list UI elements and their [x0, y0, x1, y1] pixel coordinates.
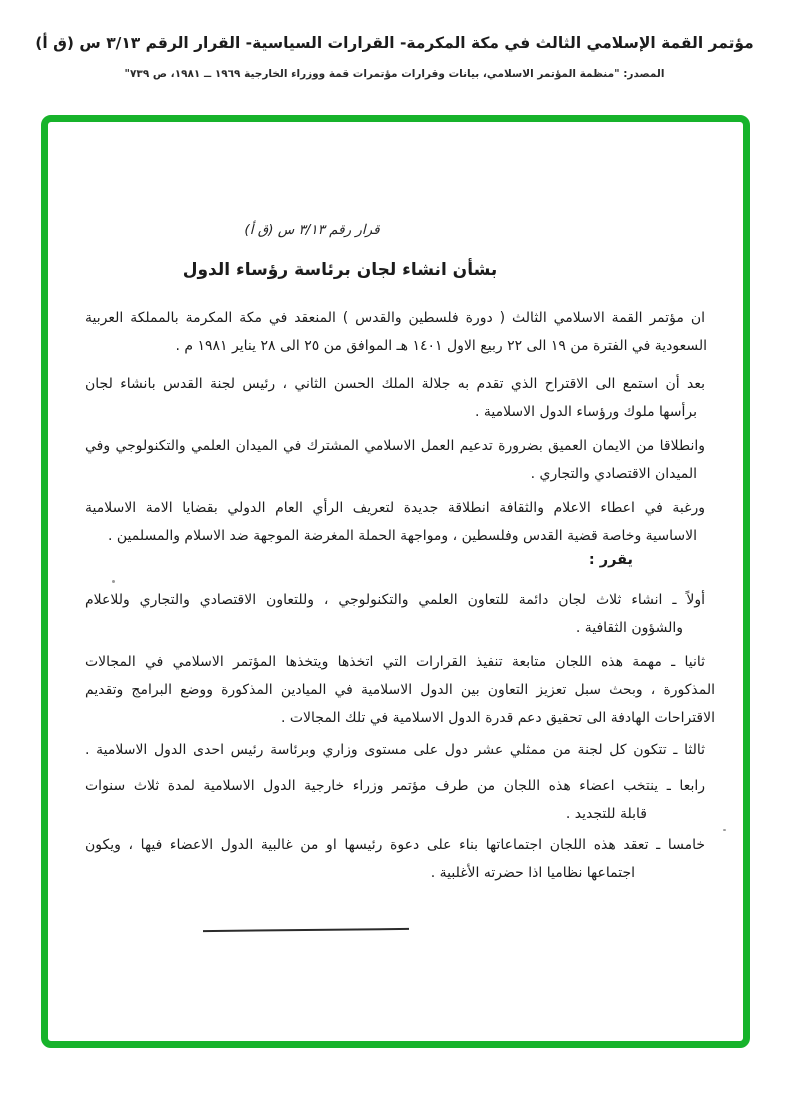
- paragraph-line: والشؤون الثقافية .: [575, 620, 683, 636]
- decree-number-line: قرار رقم ٣/١٣ س (ق أ): [244, 222, 380, 238]
- paragraph-line: اجتماعها نظاميا اذا حضرته الأغلبية .: [430, 865, 635, 881]
- paragraph-line: ان مؤتمر القمة الاسلامي الثالث ( دورة فلسطين والقدس ) المنعقد في مكة المكرمة بالمملكة العربية: [85, 310, 705, 326]
- article-second: [85, 648, 715, 732]
- paragraph-line: بعد أن استمع الى الاقتراح الذي تقدم به جلالة الملك الحسن الثاني ، رئيس لجنة القدس بانشاء لجان: [85, 376, 705, 392]
- document-source-citation: المصدر: "منظمة المؤتمر الاسلامي، بيانات وقرارات مؤتمرات قمة ووزراء الخارجية ١٩٦٩ ــ ١٩٨١، ص ٧٣٩": [124, 68, 665, 80]
- scan-speck: [112, 580, 115, 583]
- paragraph-line: السعودية في الفترة من ١٩ الى ٢٢ ربيع الاول ١٤٠١ هـ الموافق من ٢٥ الى ٢٨ يناير ١٩٨١ م .: [175, 338, 707, 354]
- article-fourth: [85, 772, 715, 828]
- scan-speck: [723, 829, 726, 831]
- paragraph-line: وانطلاقا من الايمان العميق بضرورة تدعيم العمل الاسلامي المشترك في الميدان العلمي والتكنولوجي وفي: [85, 438, 705, 454]
- paragraph-line: ورغبة في اعطاء الاعلام والثقافة انطلاقة جديدة لتعريف الرأي العام الدولي بقضايا الامة الاسلامية: [85, 500, 705, 516]
- article-first: [85, 586, 715, 642]
- article-third: [85, 736, 715, 764]
- preamble-paragraph: [85, 432, 715, 488]
- document-header-title: مؤتمر القمة الإسلامي الثالث في مكة المكرمة- القرارات السياسية- القرار الرقم ٣/١٣ س (ق أ): [35, 34, 754, 52]
- paragraph-line: المذكورة ، وبحث سبل تعزيز التعاون بين الدول الاسلامية في الميادين المذكورة ووضع البرامج وتقديم: [85, 682, 715, 698]
- paragraph-line: برأسها ملوك ورؤساء الدول الاسلامية .: [474, 404, 697, 420]
- paragraph-line: ثالثا ـ تتكون كل لجنة من ممثلي عشر دول على مستوى وزاري وبرئاسة رئيس احدى الدول الاسلامية .: [85, 742, 705, 758]
- decree-title: بشأن انشاء لجان برئاسة رؤساء الدول: [182, 260, 498, 280]
- paragraph-line: أولاً ـ انشاء ثلاث لجان دائمة للتعاون العلمي والتكنولوجي ، وللتعاون الاقتصادي والتجاري وللاعلام: [85, 592, 705, 608]
- paragraph-line: ثانيا ـ مهمة هذه اللجان متابعة تنفيذ القرارات التي اتخذها ويتخذها المؤتمر الاسلامي في المجالات: [85, 654, 705, 670]
- preamble-paragraph: [85, 370, 715, 426]
- paragraph-line: رابعا ـ ينتخب اعضاء هذه اللجان من طرف مؤتمر وزراء خارجية الدول الاسلامية لمدة ثلاث سنوات: [85, 778, 705, 794]
- decides-label: يقرر :: [588, 552, 633, 568]
- paragraph-line: الاساسية وخاصة قضية القدس وفلسطين ، ومواجهة الحملة المغرضة الموجهة ضد الاسلام والمسلمين .: [107, 528, 697, 544]
- green-highlight-frame: [41, 115, 750, 1048]
- article-fifth: [85, 831, 715, 887]
- paragraph-line: قابلة للتجديد .: [565, 806, 647, 822]
- preamble-paragraph: [85, 494, 715, 550]
- paragraph-line: الاقتراحات الهادفة الى تحقيق دعم قدرة الدول الاسلامية في تلك المجالات .: [280, 710, 715, 726]
- paragraph-line: خامسا ـ تعقد هذه اللجان اجتماعاتها بناء على دعوة رئيسها او من غالبية الدول الاعضاء فيها ، ويكون: [85, 837, 705, 853]
- preamble-paragraph: [85, 304, 715, 360]
- paragraph-line: الميدان الاقتصادي والتجاري .: [530, 466, 697, 482]
